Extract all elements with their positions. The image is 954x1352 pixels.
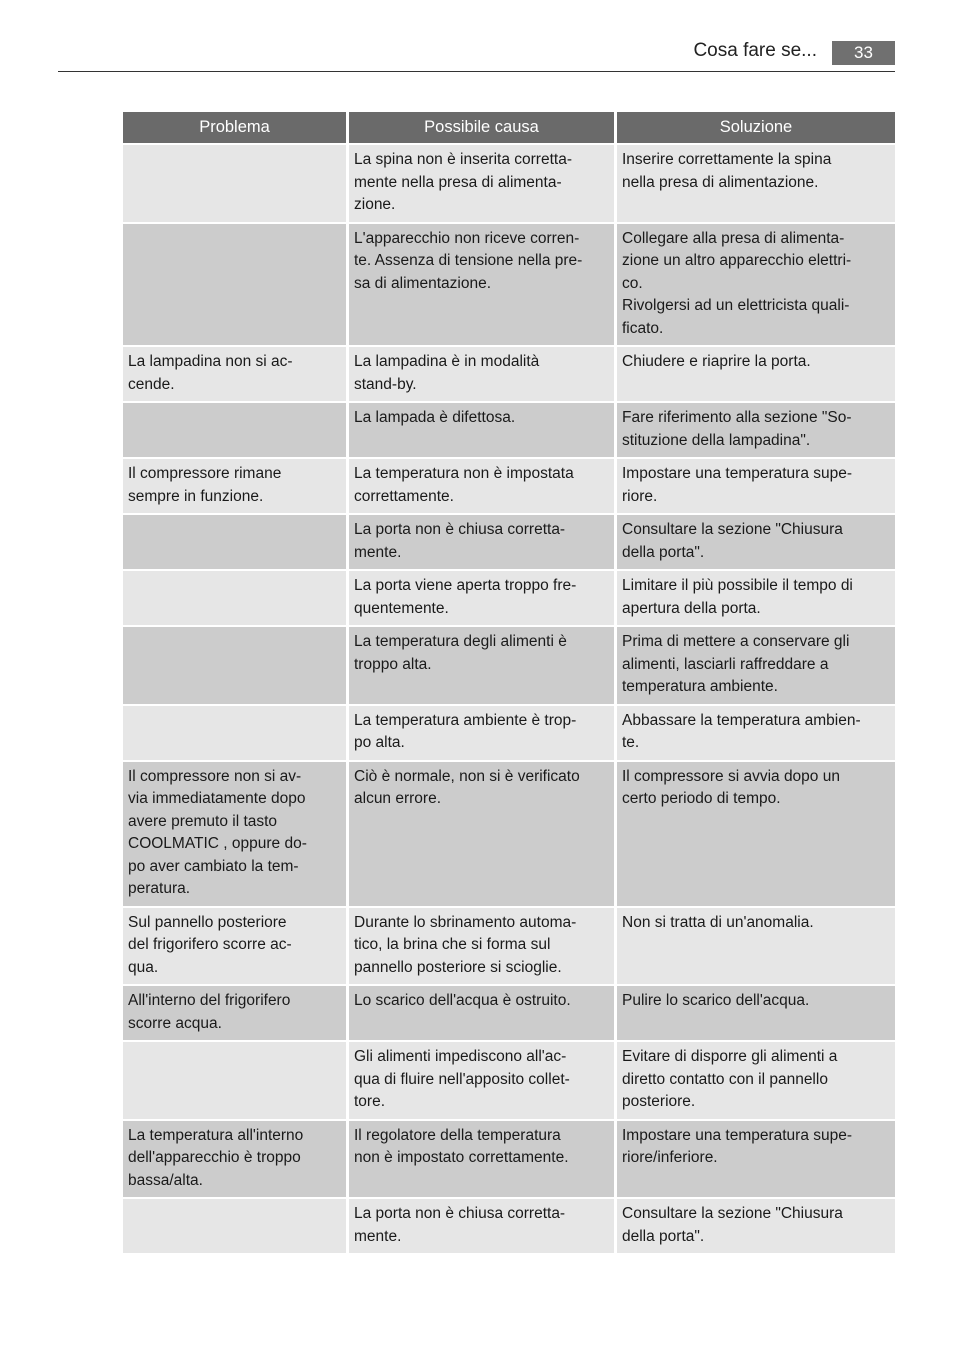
- cause-cell: La porta non è chiusa corretta- mente.: [349, 1199, 614, 1253]
- table-row: [123, 762, 895, 906]
- problem-cell: [123, 571, 346, 625]
- solution-cell: Limitare il più possibile il tempo di apertura della porta.: [617, 571, 895, 625]
- table-row: [123, 224, 895, 346]
- solution-cell: Impostare una temperatura supe- riore/inferiore.: [617, 1121, 895, 1198]
- section-title: Cosa fare se...: [693, 40, 817, 61]
- solution-cell: Consultare la sezione "Chiusura della porta".: [617, 515, 895, 569]
- cause-cell: La temperatura non è impostata correttamente.: [349, 459, 614, 513]
- problem-cell: [123, 515, 346, 569]
- problem-cell: Sul pannello posteriore del frigorifero scorre ac- qua.: [123, 908, 346, 985]
- cause-cell: La spina non è inserita corretta- mente nella presa di alimenta- zione.: [349, 145, 614, 222]
- cause-cell: Ciò è normale, non si è verificato alcun errore.: [349, 762, 614, 906]
- table-row: [123, 145, 895, 222]
- table-row: [123, 706, 895, 760]
- solution-cell: Non si tratta di un'anomalia.: [617, 908, 895, 985]
- solution-cell: Inserire correttamente la spina nella presa di alimentazione.: [617, 145, 895, 222]
- solution-cell: Chiudere e riaprire la porta.: [617, 347, 895, 401]
- solution-cell: Collegare alla presa di alimenta- zione un altro apparecchio elettri- co. Rivolgersi ad un elettricista quali- ficato.: [617, 224, 895, 346]
- table-row: [123, 627, 895, 704]
- problem-cell: [123, 403, 346, 457]
- solution-cell: Impostare una temperatura supe- riore.: [617, 459, 895, 513]
- column-header-cause: Possibile causa: [349, 112, 614, 143]
- solution-cell: Consultare la sezione "Chiusura della porta".: [617, 1199, 895, 1253]
- cause-cell: La temperatura ambiente è trop- po alta.: [349, 706, 614, 760]
- problem-cell: [123, 145, 346, 222]
- table-row: [123, 571, 895, 625]
- table-row: [123, 908, 895, 985]
- table-row: [123, 347, 895, 401]
- table-header-row: [123, 112, 895, 143]
- cause-cell: La porta viene aperta troppo fre- quentemente.: [349, 571, 614, 625]
- table-row: [123, 986, 895, 1040]
- solution-cell: Pulire lo scarico dell'acqua.: [617, 986, 895, 1040]
- table-row: [123, 1199, 895, 1253]
- solution-cell: Fare riferimento alla sezione "So- stituzione della lampadina".: [617, 403, 895, 457]
- cause-cell: Lo scarico dell'acqua è ostruito.: [349, 986, 614, 1040]
- page-number-badge: 33: [832, 41, 895, 65]
- table-row: [123, 1042, 895, 1119]
- cause-cell: Il regolatore della temperatura non è impostato correttamente.: [349, 1121, 614, 1198]
- problem-cell: [123, 1042, 346, 1119]
- problem-cell: La temperatura all'interno dell'apparecchio è troppo bassa/alta.: [123, 1121, 346, 1198]
- table-row: [123, 1121, 895, 1198]
- problem-cell: [123, 627, 346, 704]
- solution-cell: Il compressore si avvia dopo un certo periodo di tempo.: [617, 762, 895, 906]
- cause-cell: La porta non è chiusa corretta- mente.: [349, 515, 614, 569]
- problem-cell: All'interno del frigorifero scorre acqua.: [123, 986, 346, 1040]
- solution-cell: Prima di mettere a conservare gli alimenti, lasciarli raffreddare a temperatura ambiente.: [617, 627, 895, 704]
- cause-cell: Durante lo sbrinamento automa- tico, la brina che si forma sul pannello posteriore si scioglie.: [349, 908, 614, 985]
- column-header-problem: Problema: [123, 112, 346, 143]
- problem-cell: Il compressore non si av- via immediatamente dopo avere premuto il tasto COOLMATIC , oppure do- po aver cambiato la tem- peratura.: [123, 762, 346, 906]
- problem-cell: [123, 1199, 346, 1253]
- table-row: [123, 515, 895, 569]
- troubleshooting-table: [120, 110, 898, 1255]
- cause-cell: Gli alimenti impediscono all'ac- qua di fluire nell'apposito collet- tore.: [349, 1042, 614, 1119]
- problem-cell: Il compressore rimane sempre in funzione.: [123, 459, 346, 513]
- table-body: [123, 145, 895, 1253]
- cause-cell: La temperatura degli alimenti è troppo alta.: [349, 627, 614, 704]
- solution-cell: Abbassare la temperatura ambien- te.: [617, 706, 895, 760]
- column-header-solution: Soluzione: [617, 112, 895, 143]
- problem-cell: [123, 706, 346, 760]
- table-row: [123, 403, 895, 457]
- cause-cell: L'apparecchio non riceve corren- te. Assenza di tensione nella pre- sa di alimentazione.: [349, 224, 614, 346]
- cause-cell: La lampadina è in modalità stand-by.: [349, 347, 614, 401]
- cause-cell: La lampada è difettosa.: [349, 403, 614, 457]
- table-row: [123, 459, 895, 513]
- problem-cell: [123, 224, 346, 346]
- problem-cell: La lampadina non si ac- cende.: [123, 347, 346, 401]
- page-header: [58, 36, 895, 72]
- solution-cell: Evitare di disporre gli alimenti a diretto contatto con il pannello posteriore.: [617, 1042, 895, 1119]
